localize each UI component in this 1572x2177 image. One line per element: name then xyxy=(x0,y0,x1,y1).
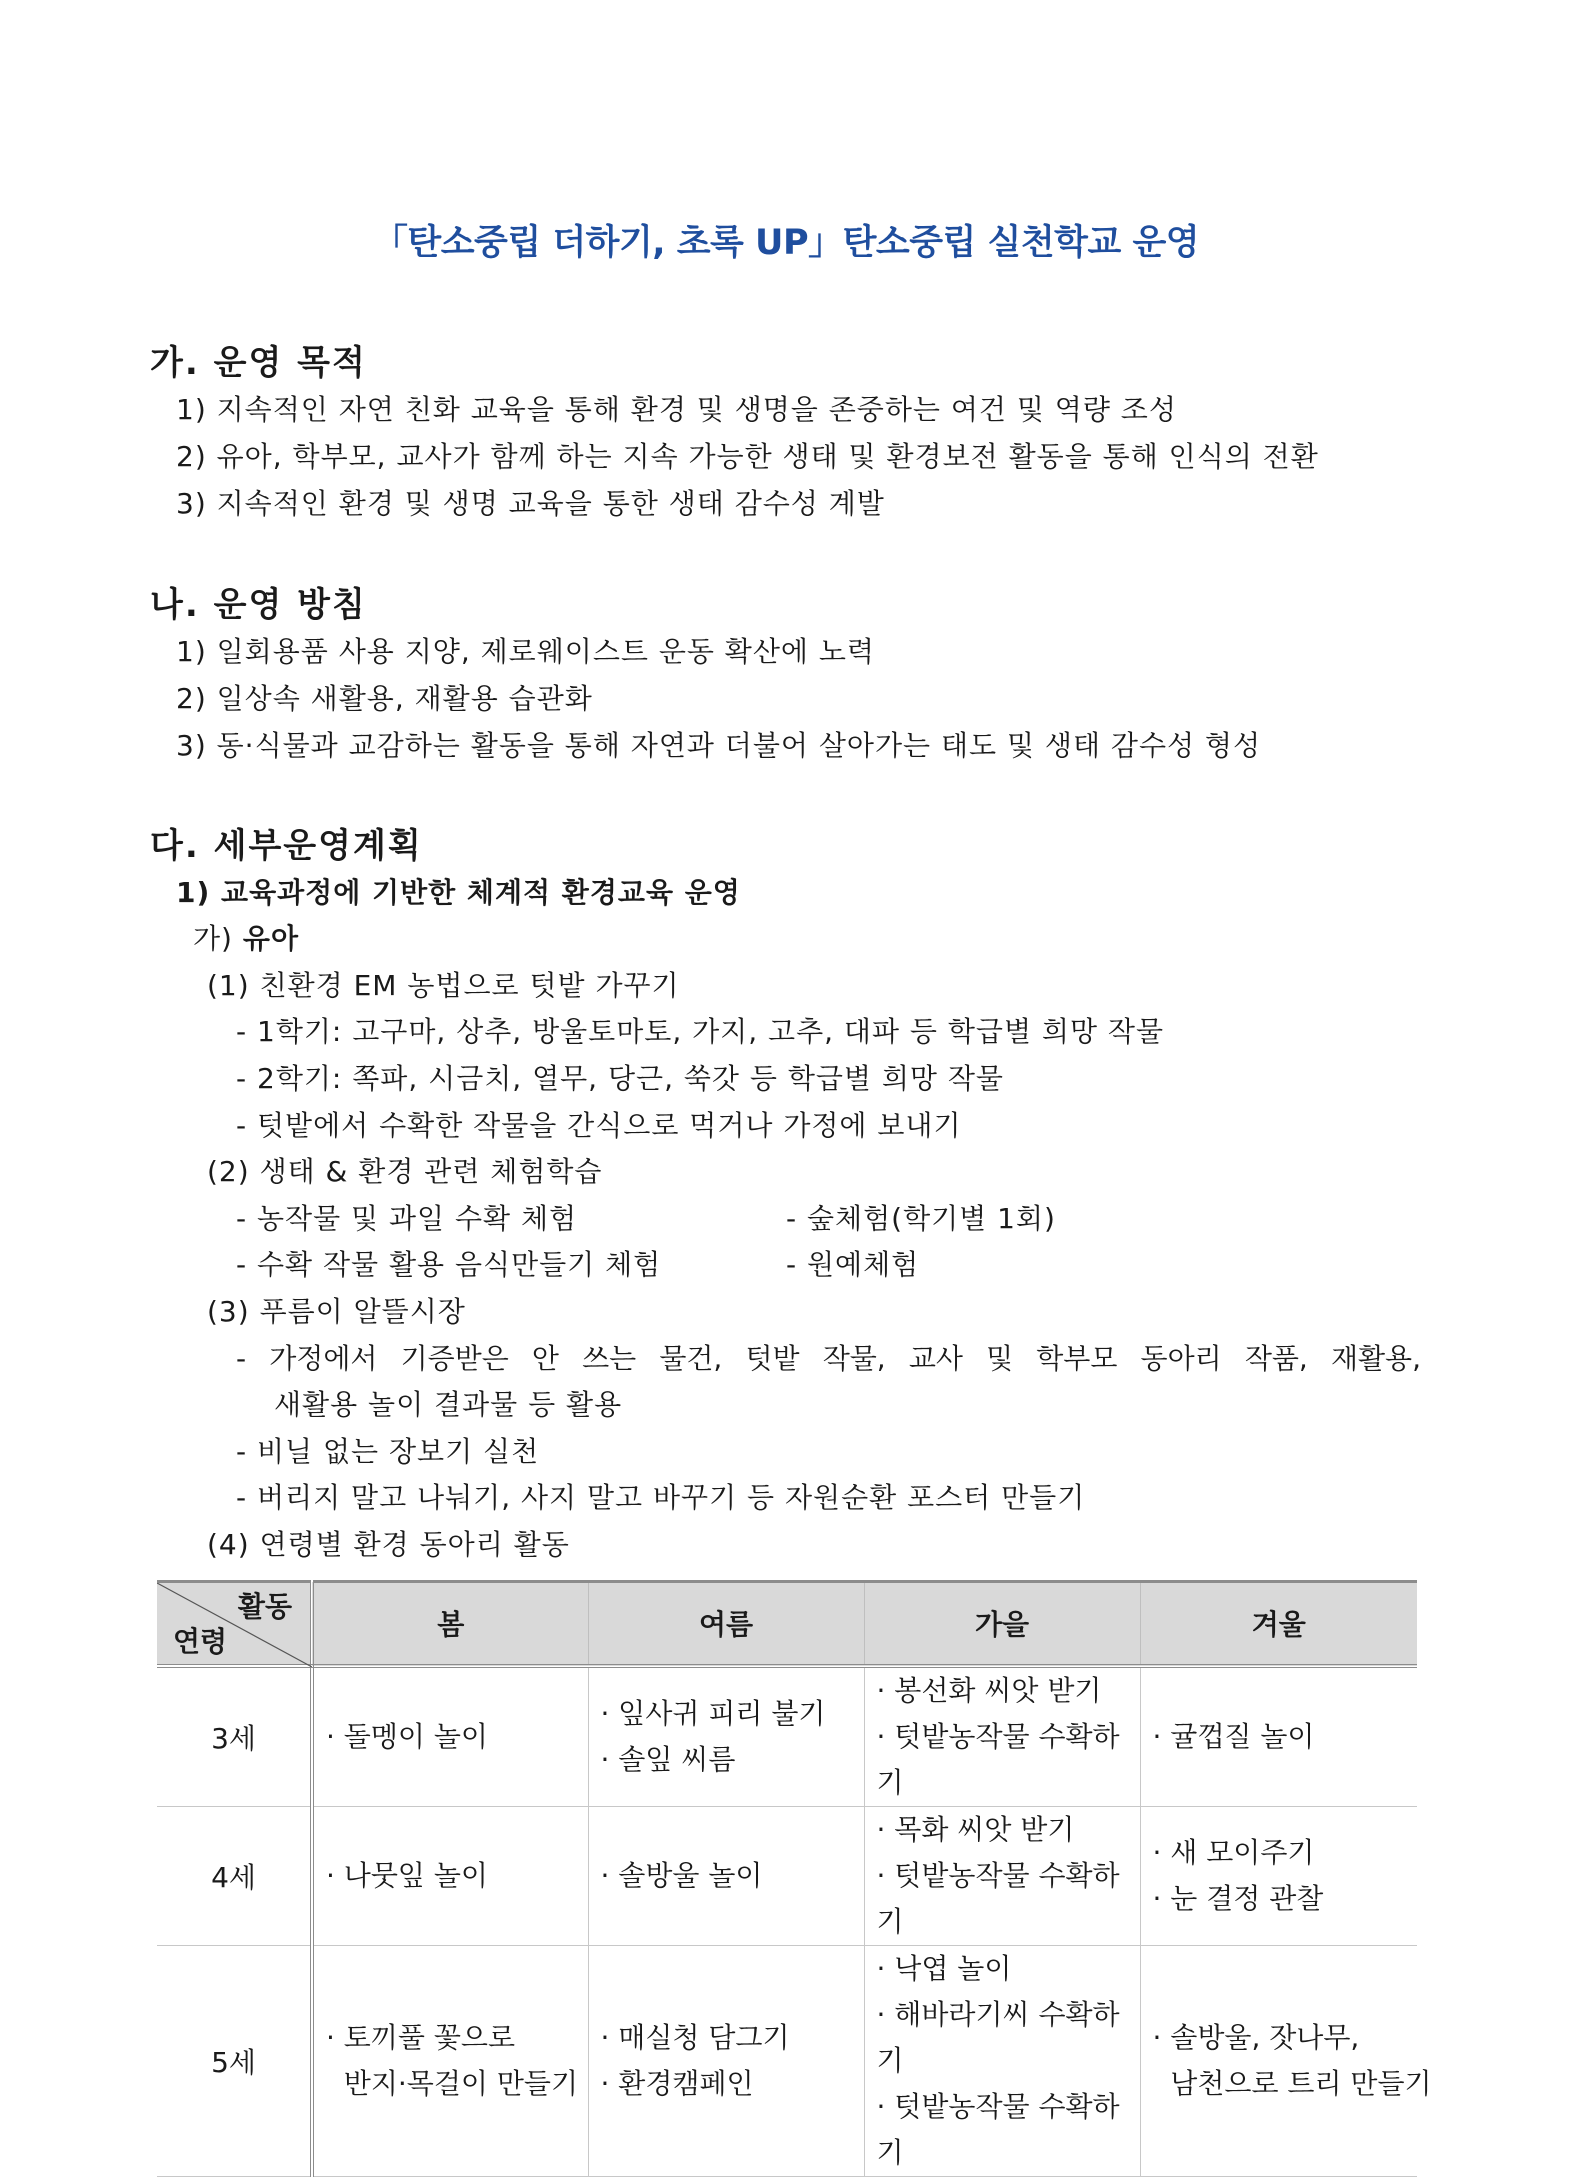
policy-item: 3) 동·식물과 교감하는 활동을 통해 자연과 더불어 살아가는 태도 및 생태 감수성 형성 xyxy=(176,729,1262,762)
activity-line: · 텃밭농작물 수확하기 xyxy=(876,2089,1120,2169)
header-winter: 겨울 xyxy=(1140,1582,1417,1666)
spring-cell xyxy=(312,1945,588,2176)
activity-line: · 봉선화 씨앗 받기 xyxy=(876,1673,1102,1707)
item-title: (2) 생태 & 환경 관련 체험학습 xyxy=(207,1155,603,1188)
autumn-cell xyxy=(864,1806,1140,1945)
bullet-line: - 1학기: 고구마, 상추, 방울토마토, 가지, 고추, 대파 등 학급별 희망 작물 xyxy=(236,1015,1165,1048)
activity-line: · 나뭇잎 놀이 xyxy=(326,1858,488,1892)
winter-cell xyxy=(1140,1806,1417,1945)
spring-cell xyxy=(312,1666,588,1807)
policy-item: 2) 일상속 새활용, 재활용 습관화 xyxy=(176,682,593,715)
bullet-line: - 가정에서 기증받은 안 쓰는 물건, 텃밭 작물, 교사 및 학부모 동아리 작품, 재활용, xyxy=(236,1342,1421,1375)
sub-item-title: 유아 xyxy=(242,922,299,955)
document-title: 「탄소중립 더하기, 초록 UP」탄소중립 실천학교 운영 xyxy=(372,223,1200,263)
bullet-line: - 비닐 없는 장보기 실천 xyxy=(236,1435,540,1468)
bullet-line: - 버리지 말고 나눠기, 사지 말고 바꾸기 등 자원순환 포스터 만들기 xyxy=(236,1481,1086,1514)
bullet-line: - 수확 작물 활용 음식만들기 체험 xyxy=(236,1248,662,1281)
item-title: (3) 푸름이 알뜰시장 xyxy=(207,1295,466,1328)
header-spring: 봄 xyxy=(312,1582,588,1666)
detail-subheading: 1) 교육과정에 기반한 체계적 환경교육 운영 xyxy=(176,876,741,909)
activity-line: · 매실청 담그기 xyxy=(600,2020,790,2054)
purpose-item: 1) 지속적인 자연 친화 교육을 통해 환경 및 생명을 존중하는 여건 및 역량 조성 xyxy=(176,393,1177,426)
table-corner-cell xyxy=(157,1582,312,1666)
activity-line: 남천으로 트리 만들기 xyxy=(1152,2066,1432,2100)
spring-cell xyxy=(312,1806,588,1945)
item-title: (4) 연령별 환경 동아리 활동 xyxy=(207,1528,570,1561)
winter-cell xyxy=(1140,1666,1417,1807)
age-cell: 3세 xyxy=(157,1666,312,1807)
activity-line: · 잎사귀 피리 불기 xyxy=(600,1696,826,1730)
activity-line: · 해바라기씨 수확하기 xyxy=(876,1997,1120,2077)
summer-cell xyxy=(588,1945,864,2176)
table-header-row xyxy=(157,1582,1417,1666)
activity-line: · 낙엽 놀이 xyxy=(876,1951,1012,1985)
section-heading-purpose: 가. 운영 목적 xyxy=(150,343,367,383)
header-summer: 여름 xyxy=(588,1582,864,1666)
header-autumn: 가을 xyxy=(864,1582,1140,1666)
autumn-cell xyxy=(864,1666,1140,1807)
bullet-line: - 텃밭에서 수확한 작물을 간식으로 먹거나 가정에 보내기 xyxy=(236,1109,962,1142)
activity-line: · 환경캠페인 xyxy=(600,2066,754,2100)
section-heading-detail: 다. 세부운영계획 xyxy=(150,826,423,866)
activity-line: · 솔방울, 잣나무, xyxy=(1152,2020,1360,2054)
bullet-line-continued: 새활용 놀이 결과물 등 활용 xyxy=(274,1388,623,1421)
summer-cell xyxy=(588,1666,864,1807)
purpose-item: 2) 유아, 학부모, 교사가 함께 하는 지속 가능한 생태 및 환경보전 활동을 통해 인식의 전환 xyxy=(176,440,1319,473)
activity-line: · 목화 씨앗 받기 xyxy=(876,1812,1075,1846)
age-cell: 5세 xyxy=(157,1945,312,2176)
policy-item: 1) 일회용품 사용 지양, 제로웨이스트 운동 확산에 노력 xyxy=(176,635,875,668)
table-row xyxy=(157,1666,1417,1807)
activity-line: · 눈 결정 관찰 xyxy=(1152,1881,1324,1915)
activity-line: 반지·목걸이 만들기 xyxy=(326,2066,578,2100)
corner-age-label: 연령 xyxy=(173,1624,228,1658)
activity-line: · 솔잎 씨름 xyxy=(600,1742,736,1776)
activity-line: · 솔방울 놀이 xyxy=(600,1858,763,1892)
bullet-line: - 원예체험 xyxy=(786,1248,920,1281)
table-row xyxy=(157,1806,1417,1945)
corner-activity-label: 활동 xyxy=(237,1590,292,1623)
table-row xyxy=(157,1945,1417,2176)
sub-item-label xyxy=(193,917,299,957)
item-title: (1) 친환경 EM 농법으로 텃밭 가꾸기 xyxy=(207,969,680,1002)
activity-line: · 텃밭농작물 수확하기 xyxy=(876,1719,1120,1799)
autumn-cell xyxy=(864,1945,1140,2176)
summer-cell xyxy=(588,1806,864,1945)
bullet-line: - 농작물 및 과일 수확 체험 xyxy=(236,1202,578,1235)
section-heading-policy: 나. 운영 방침 xyxy=(150,585,367,625)
activity-line: · 돌멩이 놀이 xyxy=(326,1719,488,1753)
sub-item-prefix: 가) xyxy=(193,922,233,955)
activity-table xyxy=(157,1580,1432,2177)
bullet-line: - 숲체험(학기별 1회) xyxy=(786,1202,1056,1235)
bullet-line: - 2학기: 쪽파, 시금치, 열무, 당근, 쑥갓 등 학급별 희망 작물 xyxy=(236,1062,1004,1095)
activity-line: · 토끼풀 꽃으로 xyxy=(326,2020,515,2054)
purpose-item: 3) 지속적인 환경 및 생명 교육을 통한 생태 감수성 계발 xyxy=(176,487,885,520)
age-cell: 4세 xyxy=(157,1806,312,1945)
activity-line: · 귤껍질 놀이 xyxy=(1152,1719,1315,1753)
winter-cell xyxy=(1140,1945,1432,2176)
activity-line: · 새 모이주기 xyxy=(1152,1835,1315,1869)
activity-line: · 텃밭농작물 수확하기 xyxy=(876,1858,1120,1938)
